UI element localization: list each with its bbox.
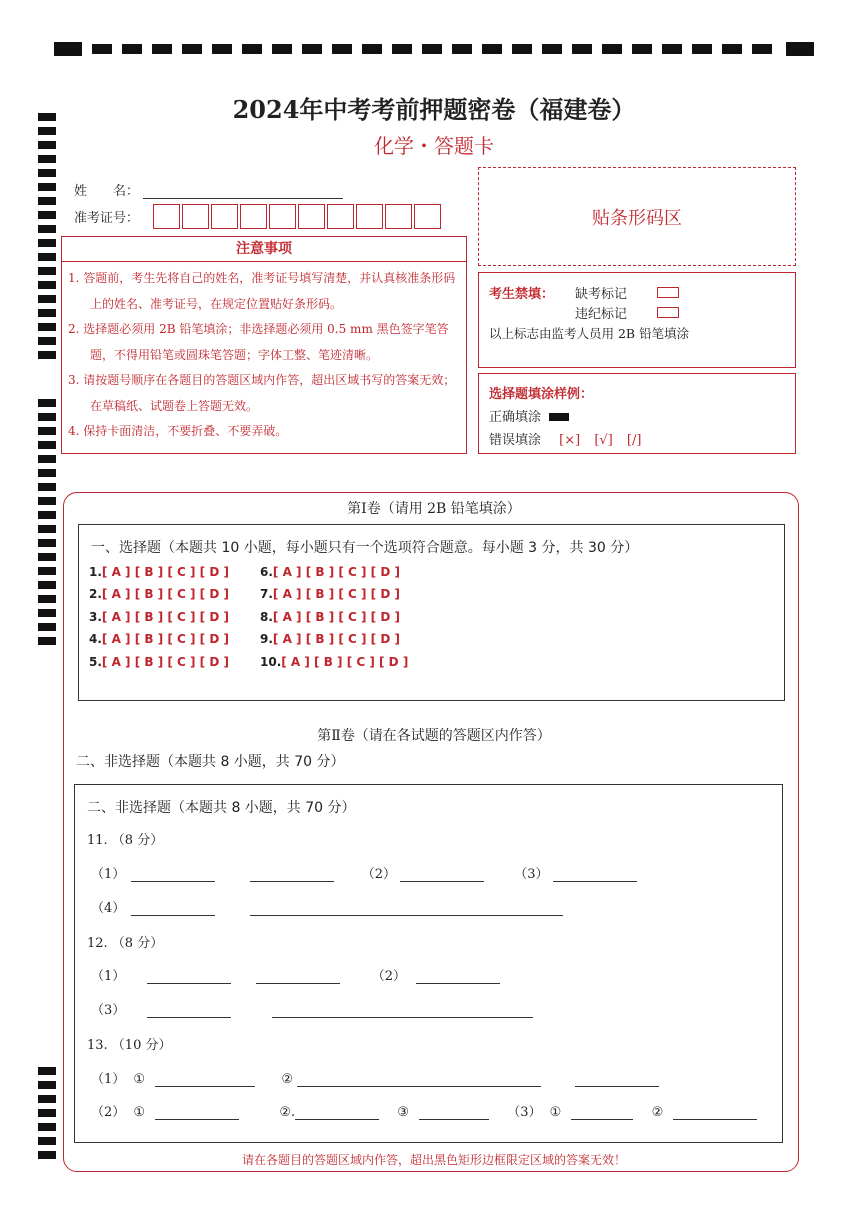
answer-line[interactable]: [147, 1005, 231, 1018]
q12-row1: （1） （2）: [91, 965, 500, 984]
answer-line[interactable]: [400, 869, 484, 882]
violation-mark[interactable]: [657, 307, 679, 318]
choice-box: [78, 524, 785, 701]
part1-title: 第Ⅰ卷（请用 2B 铅笔填涂）: [347, 501, 521, 517]
choice-section-title: 一、选择题（本题共 10 小题，每小题只有一个选项符合题意。每小题 3 分，共 30 分）: [91, 540, 639, 556]
answer-line[interactable]: [131, 869, 215, 882]
question-11-label: 11. （8 分）: [87, 833, 164, 848]
forbidden-note: 以上标志由监考人员用 2B 铅笔填涂: [489, 326, 690, 341]
answer-line[interactable]: [416, 971, 500, 984]
q11-row1: （1） （2） （3）: [91, 863, 637, 882]
wrong-label: 错误填涂: [489, 433, 542, 448]
wrong-mark: [√]: [594, 433, 613, 448]
sample-box: [478, 373, 796, 454]
id-box[interactable]: [269, 204, 296, 229]
choice-row[interactable]: 4.[ A ] [ B ] [ C ] [ D ]: [89, 632, 229, 646]
answer-line[interactable]: [571, 1107, 633, 1120]
id-box[interactable]: [414, 204, 441, 229]
notice-box: [61, 236, 467, 454]
barcode-label: 贴条形码区: [592, 207, 682, 229]
absent-row: [575, 283, 679, 302]
q12-row2: （3）: [91, 999, 533, 1018]
part2-title: 第Ⅱ卷（请在各试题的答题区内作答）: [317, 728, 551, 744]
answer-line[interactable]: [256, 971, 340, 984]
absent-mark[interactable]: [657, 287, 679, 298]
page-subtitle: 化学・答题卡: [374, 134, 494, 158]
answer-line[interactable]: [673, 1107, 757, 1120]
answer-line[interactable]: [155, 1074, 255, 1087]
q11-row2: （4）: [91, 897, 563, 916]
wrong-row: [489, 429, 641, 448]
id-box[interactable]: [211, 204, 238, 229]
notice-item: 3. 请按题号顺序在各题目的答题区域内作答，超出区域书写的答案无效；在草稿纸、试题卷上答题无效。: [68, 373, 456, 413]
student-id-row: [74, 204, 443, 229]
answer-line[interactable]: [419, 1107, 489, 1120]
filled-mark: [549, 413, 569, 421]
q13-row2: （2） ① ②. ③ （3） ① ②: [91, 1101, 757, 1120]
id-boxes[interactable]: [153, 204, 443, 229]
answer-line[interactable]: [131, 903, 215, 916]
wrong-mark: [×]: [559, 433, 581, 448]
question-12-label: 12. （8 分）: [87, 936, 164, 951]
nonchoice-box: [74, 784, 783, 1143]
choice-row[interactable]: 5.[ A ] [ B ] [ C ] [ D ]: [89, 655, 229, 669]
notice-title: 注意事项: [62, 237, 466, 262]
violation-label: 违纪标记: [575, 307, 628, 322]
notice-item: 1. 答题前，考生先将自己的姓名，准考证号填写清楚，并认真核准条形码上的姓名、准考证号，在规定位置贴好条形码。: [68, 271, 456, 311]
correct-label: 正确填涂: [489, 410, 542, 425]
id-box[interactable]: [385, 204, 412, 229]
choice-row[interactable]: 3.[ A ] [ B ] [ C ] [ D ]: [89, 610, 229, 624]
notice-item: 2. 选择题必须用 2B 铅笔填涂；非选择题必须用 0.5 mm 黑色签字笔答题，不得用铅笔或圆珠笔答题；字体工整、笔迹清晰。: [68, 322, 449, 362]
id-box[interactable]: [298, 204, 325, 229]
answer-line[interactable]: [250, 903, 563, 916]
answer-line[interactable]: [575, 1074, 659, 1087]
part2-section-title: 二、非选择题（本题共 8 小题，共 70 分）: [76, 754, 345, 770]
answer-line[interactable]: [297, 1074, 541, 1087]
nonchoice-box-title: 二、非选择题（本题共 8 小题，共 70 分）: [87, 800, 356, 816]
notice-list: [62, 262, 466, 445]
answer-line[interactable]: [147, 971, 231, 984]
student-name-row: [74, 180, 343, 199]
choice-row[interactable]: 9.[ A ] [ B ] [ C ] [ D ]: [260, 632, 400, 646]
id-box[interactable]: [327, 204, 354, 229]
answer-line[interactable]: [155, 1107, 239, 1120]
forbidden-box: [478, 272, 796, 368]
footer-warning: 请在各题目的答题区域内作答，超出黑色矩形边框限定区域的答案无效！: [241, 1153, 626, 1167]
answer-line[interactable]: [295, 1107, 379, 1120]
id-box[interactable]: [153, 204, 180, 229]
question-13-label: 13. （10 分）: [87, 1038, 172, 1053]
wrong-mark: [/]: [626, 433, 642, 448]
answer-line[interactable]: [553, 869, 637, 882]
id-box[interactable]: [356, 204, 383, 229]
id-box[interactable]: [182, 204, 209, 229]
violation-row: [575, 303, 679, 322]
name-label: 姓 名：: [74, 184, 140, 199]
forbidden-title: 考生禁填：: [489, 287, 555, 302]
name-field[interactable]: [143, 184, 343, 199]
absent-label: 缺考标记: [575, 287, 628, 302]
choice-row[interactable]: 7.[ A ] [ B ] [ C ] [ D ]: [260, 587, 400, 601]
page-title: 2024年中考考前押题密卷（福建卷）: [232, 95, 636, 124]
choice-row[interactable]: 1.[ A ] [ B ] [ C ] [ D ]: [89, 565, 229, 579]
choice-row[interactable]: 2.[ A ] [ B ] [ C ] [ D ]: [89, 587, 229, 601]
id-box[interactable]: [240, 204, 267, 229]
notice-item: 4. 保持卡面清洁，不要折叠、不要弄破。: [68, 424, 288, 438]
id-label: 准考证号：: [74, 211, 140, 226]
sample-title: 选择题填涂样例：: [489, 387, 594, 402]
choice-row[interactable]: 10.[ A ] [ B ] [ C ] [ D ]: [260, 655, 409, 669]
correct-row: [489, 406, 569, 425]
answer-line[interactable]: [272, 1005, 533, 1018]
q13-row1: （1） ① ②: [91, 1068, 659, 1087]
choice-row[interactable]: 6.[ A ] [ B ] [ C ] [ D ]: [260, 565, 400, 579]
choice-row[interactable]: 8.[ A ] [ B ] [ C ] [ D ]: [260, 610, 400, 624]
answer-line[interactable]: [250, 869, 334, 882]
barcode-area: [478, 167, 796, 266]
